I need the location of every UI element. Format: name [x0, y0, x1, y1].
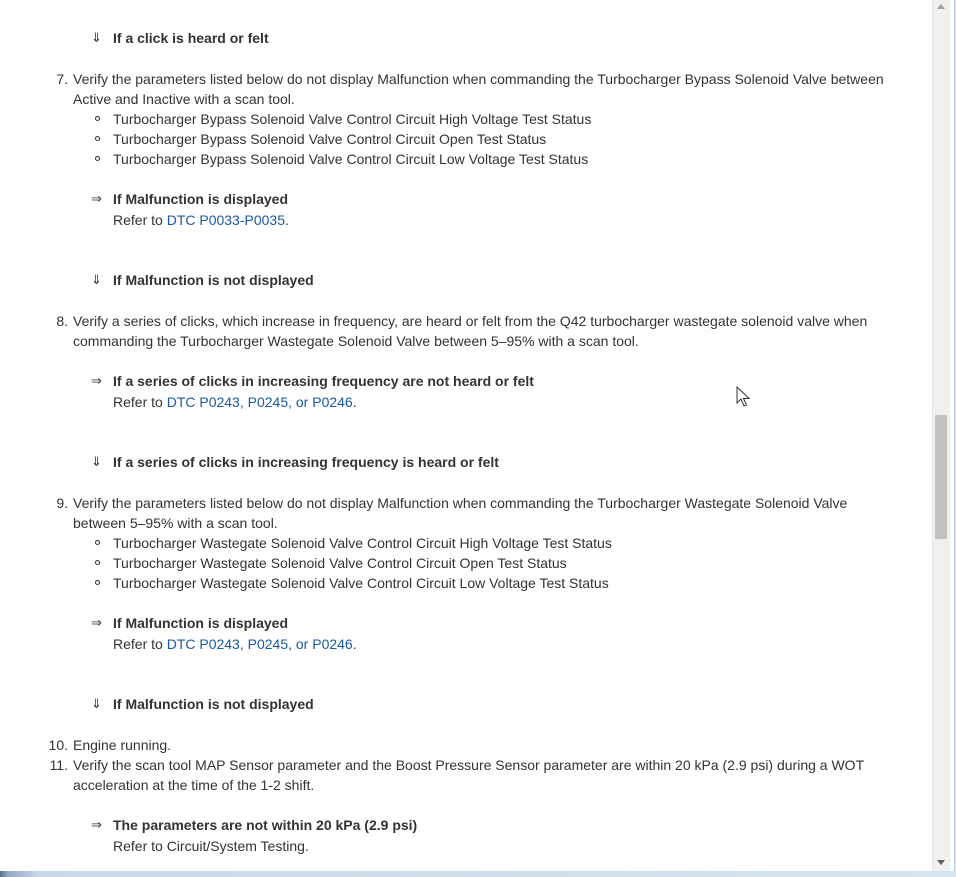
step-number-7: 7.: [56, 71, 68, 87]
bullet-icon: [95, 580, 100, 585]
result-malfunction-displayed: If Malfunction is displayed: [113, 191, 289, 207]
step-11-text-line2: acceleration at the time of the 1-2 shift.: [73, 777, 315, 793]
scrollbar-thumb[interactable]: [935, 415, 947, 539]
step-10-text: Engine running.: [73, 737, 172, 753]
step-7-text-line2: Active and Inactive with a scan tool.: [73, 91, 295, 107]
list-item: Turbocharger Wastegate Solenoid Valve Control Circuit Open Test Status: [113, 555, 567, 571]
bullet-icon: [95, 156, 100, 161]
list-item: Turbocharger Bypass Solenoid Valve Control Circuit Open Test Status: [113, 131, 547, 147]
refer-end: .: [352, 394, 357, 410]
result-malfunction-not-displayed: If Malfunction is not displayed: [113, 696, 314, 712]
list-item: Turbocharger Bypass Solenoid Valve Control Circuit Low Voltage Test Status: [113, 151, 589, 167]
refer-line: [113, 392, 357, 412]
scroll-down-icon[interactable]: [937, 860, 945, 865]
refer-text: Refer to: [113, 212, 167, 228]
down-arrow-icon: ⇓: [91, 696, 102, 711]
bullet-icon: [95, 116, 100, 121]
refer-text: Refer to: [113, 636, 167, 652]
dtc-p0033-link[interactable]: DTC P0033-P0035: [166, 212, 285, 228]
result-malfunction-not-displayed: If Malfunction is not displayed: [113, 272, 314, 288]
refer-end: .: [285, 212, 289, 228]
refer-text: Refer to: [113, 394, 167, 410]
list-item: Turbocharger Bypass Solenoid Valve Control Circuit High Voltage Test Status: [113, 111, 592, 127]
result-clicks-heard: If a series of clicks in increasing frequency is heard or felt: [113, 454, 499, 470]
bullet-icon: [95, 560, 100, 565]
down-arrow-icon: ⇓: [91, 454, 102, 469]
result-click-heard: If a click is heard or felt: [113, 30, 269, 46]
down-arrow-icon: ⇓: [91, 272, 102, 287]
step-number-11: 11.: [49, 757, 68, 773]
right-arrow-icon: ⇒: [91, 373, 102, 388]
result-parameters-not-within: The parameters are not within 20 kPa (2.9 psi): [113, 817, 418, 833]
refer-line: [113, 210, 289, 230]
step-number-10: 10.: [48, 737, 68, 753]
step-8-text-line1: Verify a series of clicks, which increase in frequency, are heard or felt from the Q42 turbocharger wastegate solenoid valve when: [73, 313, 868, 329]
refer-line: Refer to Circuit/System Testing.: [113, 838, 309, 854]
step-number-9: 9.: [56, 495, 68, 511]
scroll-up-icon[interactable]: [937, 4, 945, 9]
step-11-text-line1: Verify the scan tool MAP Sensor parameter and the Boost Pressure Sensor parameter are within 20 kPa (2.9 psi) during a WOT: [73, 757, 865, 773]
right-arrow-icon: ⇒: [91, 191, 102, 206]
down-arrow-icon: ⇓: [91, 30, 102, 45]
right-arrow-icon: ⇒: [91, 615, 102, 630]
list-item: Turbocharger Wastegate Solenoid Valve Control Circuit High Voltage Test Status: [113, 535, 612, 551]
dtc-p0243-link[interactable]: DTC P0243, P0245, or P0246: [166, 636, 353, 652]
result-clicks-not-heard: If a series of clicks in increasing frequency are not heard or felt: [113, 373, 534, 389]
mouse-cursor-icon: [736, 386, 750, 408]
dtc-p0243-link[interactable]: DTC P0243, P0245, or P0246: [166, 394, 353, 410]
step-8-text-line2: commanding the Turbocharger Wastegate Solenoid Valve between 5–95% with a scan tool.: [73, 333, 639, 349]
list-item: Turbocharger Wastegate Solenoid Valve Control Circuit Low Voltage Test Status: [113, 575, 609, 591]
right-arrow-icon: ⇒: [91, 817, 102, 832]
step-9-text-line2: between 5–95% with a scan tool.: [73, 515, 278, 531]
step-7-text-line1: Verify the parameters listed below do not display Malfunction when commanding the Turbocharger Bypass Solenoid Valve between: [73, 71, 884, 87]
step-number-8: 8.: [56, 313, 68, 329]
bullet-icon: [95, 540, 100, 545]
result-malfunction-displayed: If Malfunction is displayed: [113, 615, 289, 631]
refer-line: [113, 634, 357, 654]
step-9-text-line1: Verify the parameters listed below do not display Malfunction when commanding the Turbocharger Wastegate Solenoid Valve: [73, 495, 848, 511]
refer-end: .: [352, 636, 357, 652]
bullet-icon: [95, 136, 100, 141]
vertical-scrollbar[interactable]: [932, 0, 950, 871]
